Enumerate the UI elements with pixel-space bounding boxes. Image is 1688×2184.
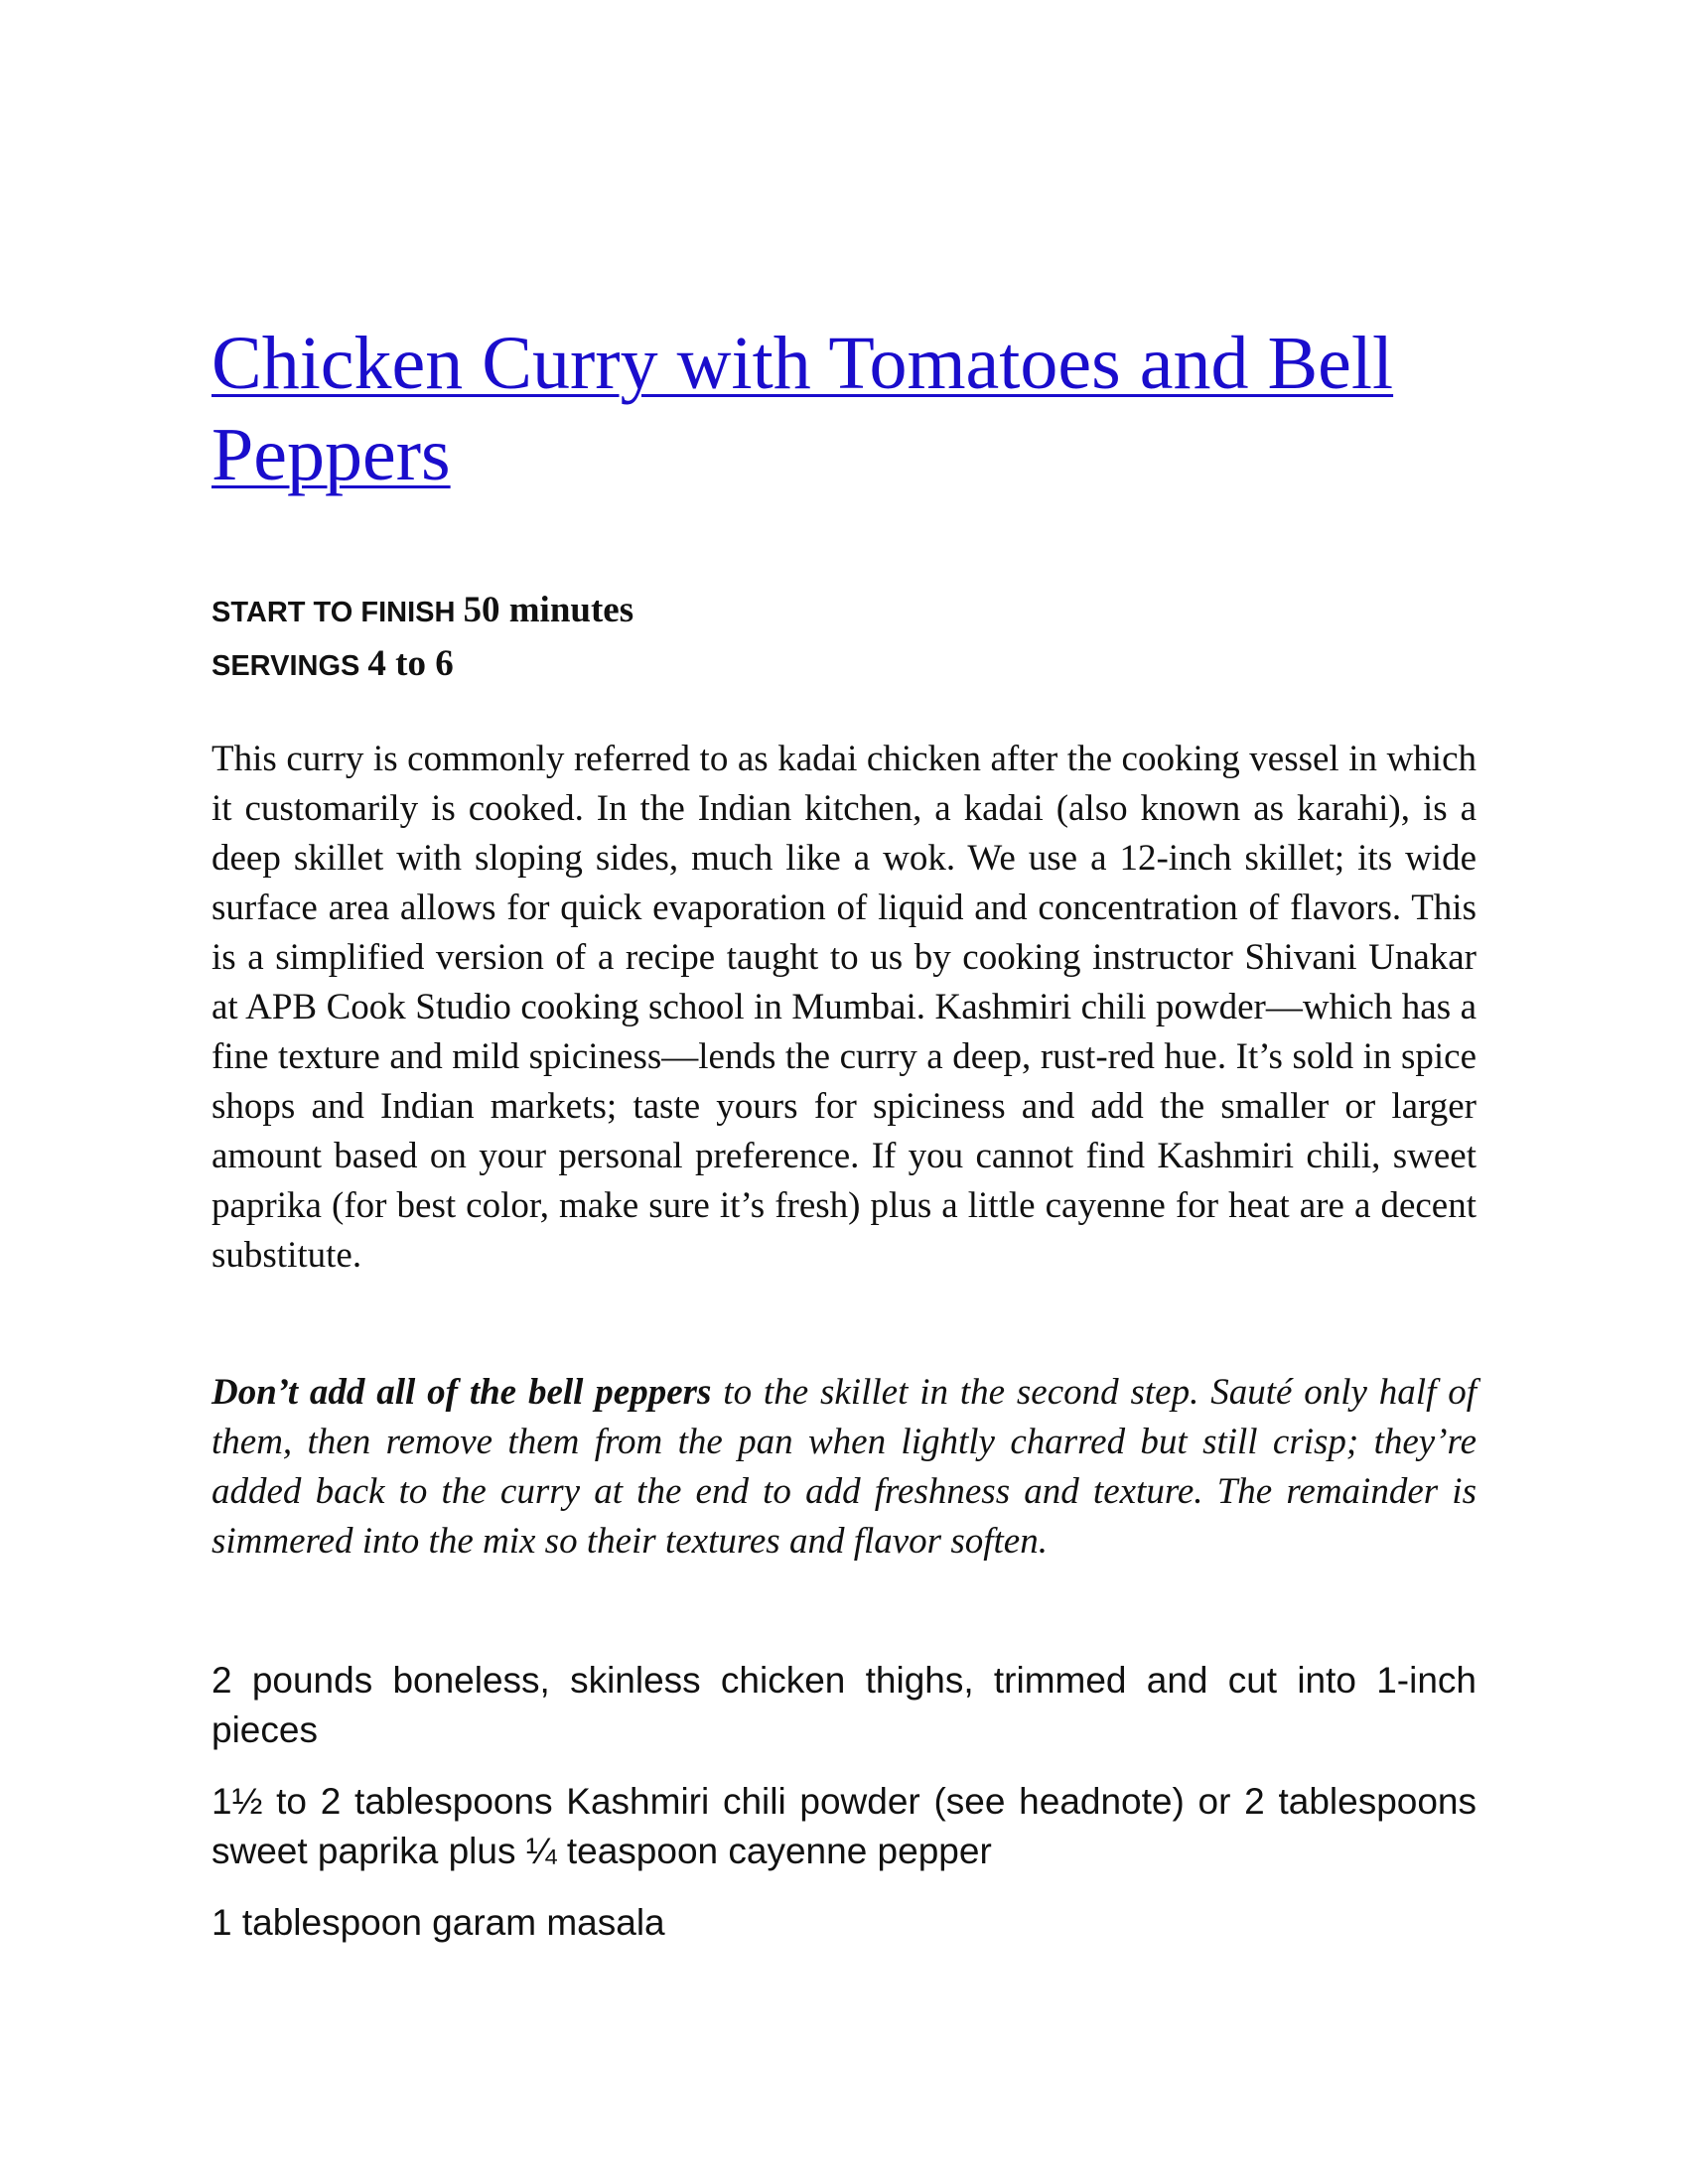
ingredient-list [211,1656,1477,1970]
ingredient-item: 1 tablespoon garam masala [211,1902,665,1943]
tip-lead-text: Don’t add all of the bell peppers [211,1372,712,1413]
ingredient-item: 1½ to 2 tablespoons Kashmiri chili powder (see headnote) or 2 tablespoons sweet paprika plus ¼ teaspoon cayenne pepper [211,1781,1477,1871]
start-to-finish-row [211,584,1477,637]
recipe-meta [211,584,1477,691]
start-to-finish-value: 50 minutes [463,590,634,630]
recipe-title-link[interactable]: Chicken Curry with Tomatoes and Bell Peppers [211,322,1394,496]
headnote-paragraph: This curry is commonly referred to as kadai chicken after the cooking vessel in which it customarily is cooked. In the Indian kitchen, a kadai (also known as karahi), is a deep skillet with sloping sides, much like a wok. We use a 12-inch skillet; its wide surface area allows for quick evaporation of liquid and concentration of flavors. This is a simplified version of a recipe taught to us by cooking instructor Shivani Unakar at APB Cook Studio cooking school in Mumbai. Kashmiri chili powder—which has a fine texture and mild spiciness—lends the curry a deep, rust-red hue. It’s sold in spice shops and Indian markets; taste yours for spiciness and add the smaller or larger amount based on your personal preference. If you cannot find Kashmiri chili, sweet paprika (for best color, make sure it’s fresh) plus a little cayenne for heat are a decent substitute. [211,739,1477,1276]
servings-row [211,637,1477,691]
tip-paragraph [211,1368,1477,1567]
servings-value: 4 to 6 [367,643,454,684]
servings-label: SERVINGS [211,650,368,682]
tip-body-text: to the skillet in the second step. Sauté only half of them, then remove them from the pan when lightly charred but still crisp; they’re added back to the curry at the end to add freshness and texture. The remainder is simmered into the mix so their textures and flavor soften. [211,1372,1477,1562]
ingredient-item: 2 pounds boneless, skinless chicken thighs, trimmed and cut into 1-inch pieces [211,1660,1477,1750]
start-to-finish-label: START TO FINISH [211,597,464,628]
